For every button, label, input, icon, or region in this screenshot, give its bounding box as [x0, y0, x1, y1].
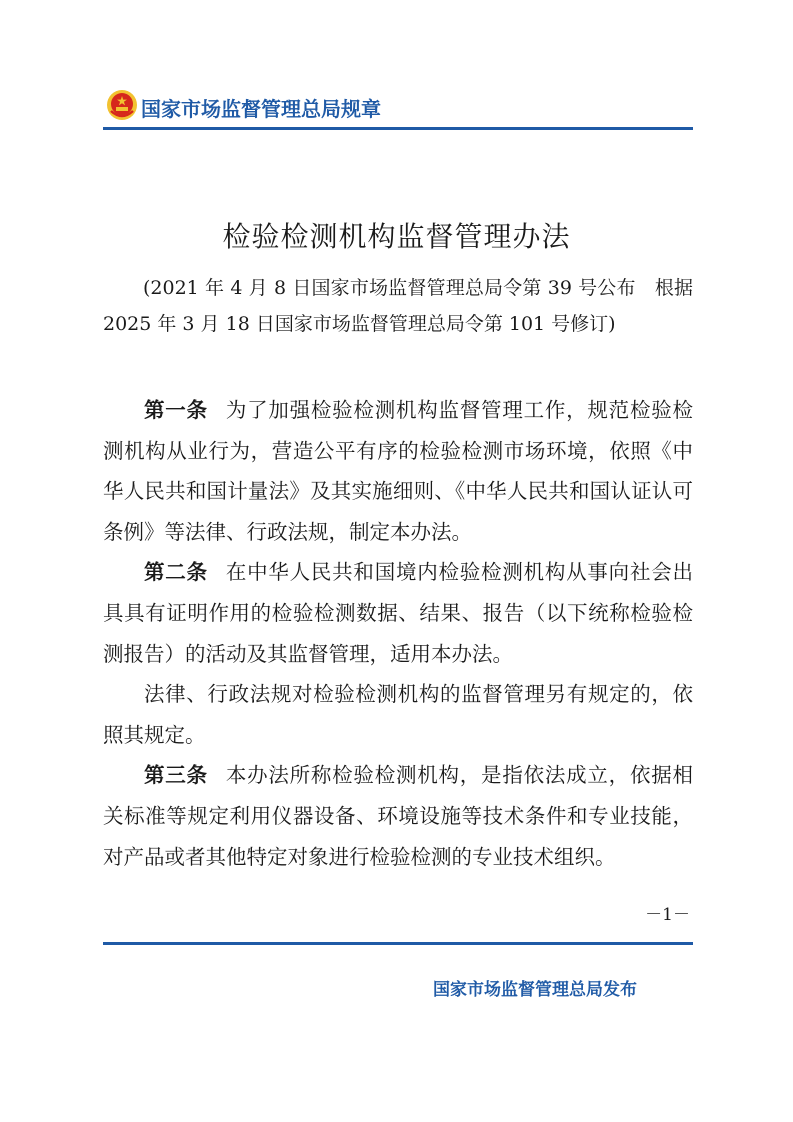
national-emblem-icon — [106, 89, 138, 121]
article-1 — [103, 390, 693, 552]
page-number: －1－ — [645, 905, 690, 925]
article-label: 第三条 — [144, 763, 208, 788]
document-subtitle: (2021 年 4 月 8 日国家市场监督管理总局令第 39 号公布 根据 2025 年 3 月 18 日国家市场监督管理总局令第 101 号修订) — [103, 277, 693, 335]
header-divider — [103, 127, 693, 130]
page-header — [103, 86, 693, 126]
article-2-paragraph-2 — [103, 674, 693, 755]
article-3 — [103, 755, 693, 877]
article-text: 本办法所称检验检测机构，是指依法成立，依据相关标准等规定利用仪器设备、环境设施等技术条件和专业技能，对产品或者其他特定对象进行检验检测的专业技术组织。 — [103, 763, 693, 869]
article-label: 第二条 — [144, 560, 208, 585]
document-body — [103, 390, 693, 877]
footer-publisher: 国家市场监督管理总局发布 — [433, 980, 637, 1000]
article-text: 为了加强检验检测机构监督管理工作，规范检验检测机构从业行为，营造公平有序的检验检测市场环境，依照《中华人民共和国计量法》及其实施细则、《中华人民共和国认证认可条例》等法律、行政法规，制定本办法。 — [103, 398, 693, 544]
footer-divider — [103, 942, 693, 945]
header-title: 国家市场监督管理总局规章 — [141, 97, 381, 121]
article-2 — [103, 552, 693, 674]
article-text: 法律、行政法规对检验检测机构的监督管理另有规定的，依照其规定。 — [103, 682, 693, 747]
article-label: 第一条 — [144, 398, 208, 422]
document-title: 检验检测机构监督管理办法 — [222, 220, 571, 253]
article-text: 在中华人民共和国境内检验检测机构从事向社会出具具有证明作用的检验检测数据、结果、报告（以下统称检验检测报告）的活动及其监督管理，适用本办法。 — [103, 560, 693, 666]
